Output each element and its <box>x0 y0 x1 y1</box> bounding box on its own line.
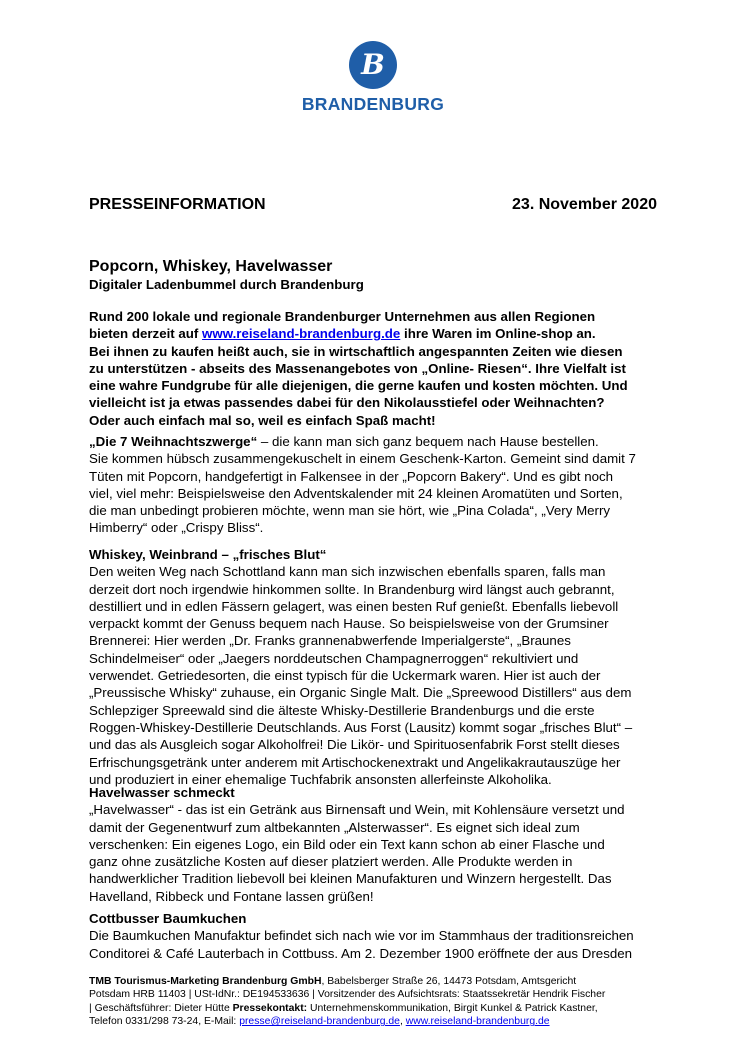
footer-text: Unternehmenskommunikation, Birgit Kunkel & Patrick Kastner, <box>307 1002 598 1014</box>
footer <box>89 975 669 1029</box>
havelwasser-section <box>89 784 669 905</box>
footer-text: , <box>399 1016 406 1028</box>
section-heading: Whiskey, Weinbrand – „frisches Blut“ <box>89 547 327 562</box>
paragraph-line: handwerklicher Tradition liebevoll bei kleinen Manufakturen und Winzern hergestellt. Das <box>89 871 612 887</box>
paragraph-line: destilliert und in edlen Fässern gelagert, was einen besten Ruf genießt. Ebenfalls liebevoll <box>89 598 619 614</box>
paragraph-line: „Preussische Whisky“ zuhause, ein Organic Single Malt. Die „Spreewood Distillers“ aus dem <box>89 685 632 701</box>
section-heading: Cottbusser Baumkuchen <box>89 911 247 926</box>
lead-line: eine wahre Fundgrube für alle diejenigen, die gerne kaufen und kosten möchten. Und <box>89 378 628 394</box>
paragraph-line: die man unbedingt probieren möchte, wenn man sie hört, wie „Pina Colada“, „Very Merry <box>89 503 611 519</box>
product-name: „Die 7 Weihnachtszwerge“ <box>89 434 258 449</box>
lead-text: bieten derzeit auf <box>89 326 203 342</box>
page-subtitle: Digitaler Ladenbummel durch Brandenburg <box>89 277 364 292</box>
header-row <box>89 196 657 214</box>
svg-text:B: B <box>361 48 385 81</box>
footer-text: , Babelsberger Straße 26, 14473 Potsdam, Amtsgericht <box>321 976 577 987</box>
paragraph-line: Brennerei: Hier werden „Dr. Franks grannenabwerfende Imperialgerste“, „Braunes <box>89 633 571 649</box>
lead-line: vielleicht ist ja etwas passendes dabei für den Nikolausstiefel oder Weihnachten? <box>89 395 605 411</box>
paragraph-line: Den weiten Weg nach Schottland kann man sich inzwischen ebenfalls sparen, falls man <box>89 564 606 580</box>
lead-line: Rund 200 lokale und regionale Brandenburger Unternehmen aus allen Regionen <box>89 309 596 324</box>
section-heading: Havelwasser schmeckt <box>89 785 235 800</box>
footer-line <box>89 1015 669 1028</box>
paragraph-text: – die kann man sich ganz bequem nach Hause bestellen. <box>257 434 599 449</box>
paragraph-line: Die Baumkuchen Manufaktur befindet sich nach wie vor im Stammhaus der traditionsreichen <box>89 928 634 944</box>
paragraph-line: Himberry“ oder „Crispy Bliss“. <box>89 520 264 536</box>
document-type-label: PRESSEINFORMATION <box>89 196 266 213</box>
brandenburg-logo-icon <box>348 40 398 90</box>
paragraph-line <box>89 433 669 450</box>
baumkuchen-section <box>89 910 669 962</box>
lead-paragraph <box>89 308 669 429</box>
paragraph-line: Havelland, Ribbeck und Fontane lassen grüßen! <box>89 888 374 904</box>
whiskey-section <box>89 546 669 788</box>
weihnachtszwerge-paragraph <box>89 433 669 537</box>
release-date: 23. November 2020 <box>512 196 657 213</box>
paragraph-line: viel, viel mehr: Beispielsweise den Adventskalender mit 24 kleinen Aromatüten und Sorten, <box>89 485 623 501</box>
website-link[interactable]: www.reiseland-brandenburg.de <box>202 326 401 342</box>
paragraph-line: und das als Ausgleich sogar Alkoholfrei! Die Likör- und Spirituosenfabrik Forst stellt dieses <box>89 737 620 753</box>
paragraph-line: und produziert in einer ehemalige Tuchfabrik ansonsten allerfeinste Alkoholika. <box>89 771 552 787</box>
footer-line <box>89 1002 669 1015</box>
footer-line: Potsdam HRB 11403 | USt-IdNr.: DE194533636 | Vorsitzender des Aufsichtsrats: Staatssekretär Hendrik Fischer <box>89 989 606 1001</box>
paragraph-line: ganz ohne zusätzliche Kosten auf dieser platziert werden. Alle Produkte werden in <box>89 854 573 870</box>
paragraph-line: Schindelmeiser“ oder „Jaegers norddeutschen Champagnerroggen“ rekultiviert und <box>89 650 579 666</box>
footer-label: Pressekontakt: <box>232 1002 308 1014</box>
paragraph-line: damit der Gegenentwurf zum altbekannten „Alsterwasser“. Es eignet sich ideal zum <box>89 819 580 835</box>
paragraph-line: verpackt kommt der Genuss bequem nach Hause. So beispielsweise von der Grumsiner <box>89 616 609 632</box>
lead-line: Bei ihnen zu kaufen heißt auch, sie in wirtschaftlich angespannten Zeiten wie diesen <box>89 343 623 359</box>
lead-text: ihre Waren im Online-shop an. <box>400 326 596 342</box>
lead-line: Oder auch einfach mal so, weil es einfach Spaß macht! <box>89 412 436 428</box>
paragraph-line: Conditorei & Café Lauterbach in Cottbuss. Am 2. Dezember 1900 eröffnete der aus Dresden <box>89 945 633 961</box>
lead-line <box>89 325 669 342</box>
lead-line: zu unterstützen - abseits des Massenangebotes von „Online- Riesen“. Ihre Vielfalt ist <box>89 360 626 376</box>
paragraph-line: „Havelwasser“ - das ist ein Getränk aus Birnensaft und Wein, mit Kohlensäure versetzt und <box>89 802 625 818</box>
paragraph-line: verschenken: Ein eigenes Logo, ein Bild oder ein Text kann schon ab einer Flasche und <box>89 836 605 852</box>
paragraph-line: Sie kommen hübsch zusammengekuschelt in einem Geschenk-Karton. Gemeint sind damit 7 <box>89 451 636 467</box>
page-title: Popcorn, Whiskey, Havelwasser <box>89 258 333 275</box>
paragraph-line: Tüten mit Popcorn, handgefertigt in Falkensee in der „Popcorn Bakery“. Und es gibt noch <box>89 468 614 484</box>
paragraph-line: Roggen-Whiskey-Destillerie Deutschlands. Aus Forst (Lausitz) kommt sogar „frisches Blut“ – <box>89 719 633 735</box>
email-link[interactable]: presse@reiseland-brandenburg.de <box>239 1016 400 1028</box>
footer-text: | Geschäftsführer: Dieter Hütte <box>89 1002 233 1014</box>
footer-text: Telefon 0331/298 73-24, E-Mail: <box>89 1016 240 1028</box>
logo-wordmark: BRANDENBURG <box>301 94 445 114</box>
footer-line <box>89 975 669 988</box>
paragraph-line: Schlepziger Spreewald sind die älteste Whisky-Destillerie Brandenburgs und die erste <box>89 702 595 718</box>
website-link[interactable]: www.reiseland-brandenburg.de <box>405 1016 550 1028</box>
brandenburg-logo <box>0 40 746 115</box>
paragraph-line: derzeit dort noch irgendwie hinkommen sollte. In Brandenburg wird längst auch gebrannt, <box>89 581 615 597</box>
footer-org: TMB Tourismus-Marketing Brandenburg GmbH <box>89 976 322 987</box>
paragraph-line: verwendet. Getriedesorten, die einst typisch für die Uckermark waren. Hier ist auch der <box>89 668 601 684</box>
paragraph-line: Erfrischungsgetränk unter anderem mit Artischockenextrakt und Angelikakrautauszüge her <box>89 754 621 770</box>
